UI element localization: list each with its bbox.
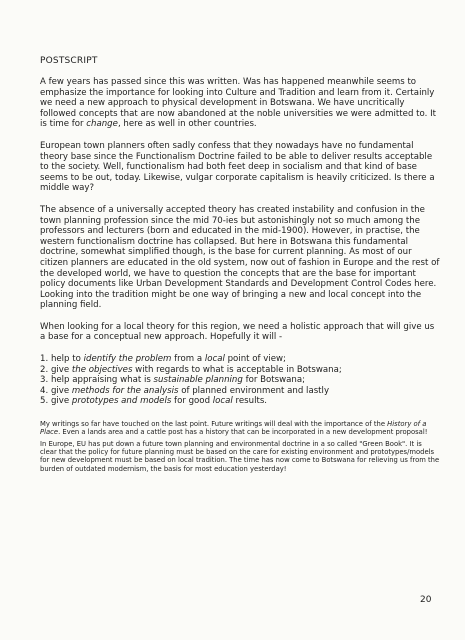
list-number: 5. (40, 396, 49, 407)
list-emphasis: prototypes and models (71, 396, 172, 407)
list-number: 1. (40, 354, 49, 365)
list-number: 4. (40, 385, 49, 396)
paragraph-1 (40, 77, 440, 130)
list-item (40, 375, 440, 386)
list-text: with regards to what is acceptable in Botswana; (132, 364, 342, 375)
list-text: give (50, 385, 72, 396)
list-emphasis: identify the problem (83, 354, 172, 365)
list-text: give (50, 396, 72, 407)
list-number: 2. (40, 364, 49, 375)
paragraph-2: European town planners often sadly confess that they nowadays have no fundamental theory base since the Functionalism Doctrine failed to be able to deliver results acceptable to the society. Well, functionalism had both feet deep in socialism and that kind of base seems to be out, today. Likewise, vulgar corporate capitalism is heavily criticized. Is there a middle way? (40, 140, 435, 194)
footnotes (40, 420, 440, 473)
list-text: for good (171, 396, 213, 407)
note-text: My writings so far have touched on the last point. Future writings will deal with the importance of the (40, 420, 388, 429)
list-number: 3. (40, 375, 49, 386)
list-emphasis: the objectives (71, 364, 133, 375)
list-emphasis: sustainable planning (153, 375, 243, 386)
note-emphasis: History of a Place (40, 420, 427, 437)
page-number: 20 (420, 595, 432, 605)
list-text: from a (171, 354, 205, 365)
list-emphasis: local (204, 354, 225, 365)
note-2: In Europe, EU has put down a future town planning and environmental doctrine in a so called "Green Book". It is clear that the policy for future planning must be based on the care for existing environment and prototypes/models for new development must be based on local tradition. The time has now come to Botswana for relieving us from the burden of outdated modernism, the basis for most education yesterday! (40, 439, 440, 473)
p1-emphasis: change (86, 119, 118, 130)
list-text: results. (232, 396, 268, 407)
list-text: point of view; (224, 354, 286, 365)
list-text: help to (50, 354, 84, 365)
list-text: help appraising what is (50, 375, 154, 386)
paragraph-3: The absence of a universally accepted theory has created instability and confusion in the town planning profession since the mid 70-ies but astonishingly not so much among the professors and lecturers (born and educated in the mid-1900). However, in practise, the western functionalism doctrine has collapsed. But here in Botswana this fundamental doctrine, somewhat simplified though, is the base for current planning. As most of our citizen planners are educated in the old system, now out of fashion in Europe and the rest of the developed world, we have to question the concepts that are the base for important policy documents like Urban Development Standards and Development Control Codes here. Looking into the tradition might be one way of bringing a new and local concept into the planning field. (40, 204, 440, 311)
list-emphasis: methods for the analysis (71, 385, 179, 396)
list-item (40, 365, 440, 376)
list-item (40, 354, 440, 365)
list-item (40, 386, 440, 397)
note-1 (40, 420, 440, 437)
p1-text-c: , here as well in other countries. (117, 119, 257, 130)
list-item (40, 396, 440, 407)
numbered-list (40, 354, 440, 407)
paragraph-4: When looking for a local theory for this region, we need a holistic approach that will give us a base for a conceptual new approach. Hopefully it will - (40, 321, 435, 343)
list-text: give (50, 364, 72, 375)
p1-text-a: A few years has passed since this was written. Was has happened meanwhile seems to emphasize the importance for looking into Culture and Tradition and learn from it. Certainly we need a new approach to physical development in Botswana. We have uncritically followed concepts that are now abandoned at the noble universities we were admitted to. It is time for (40, 77, 436, 130)
list-text: for Botswana; (242, 375, 306, 386)
section-heading: POSTSCRIPT (40, 56, 98, 66)
note-text: . Even a lands area and a cattle post has a history that can be incorporated in a new development proposal! (58, 428, 428, 437)
list-emphasis: local (212, 396, 233, 407)
page-content (40, 56, 440, 476)
list-text: of planned environment and lastly (178, 385, 330, 396)
